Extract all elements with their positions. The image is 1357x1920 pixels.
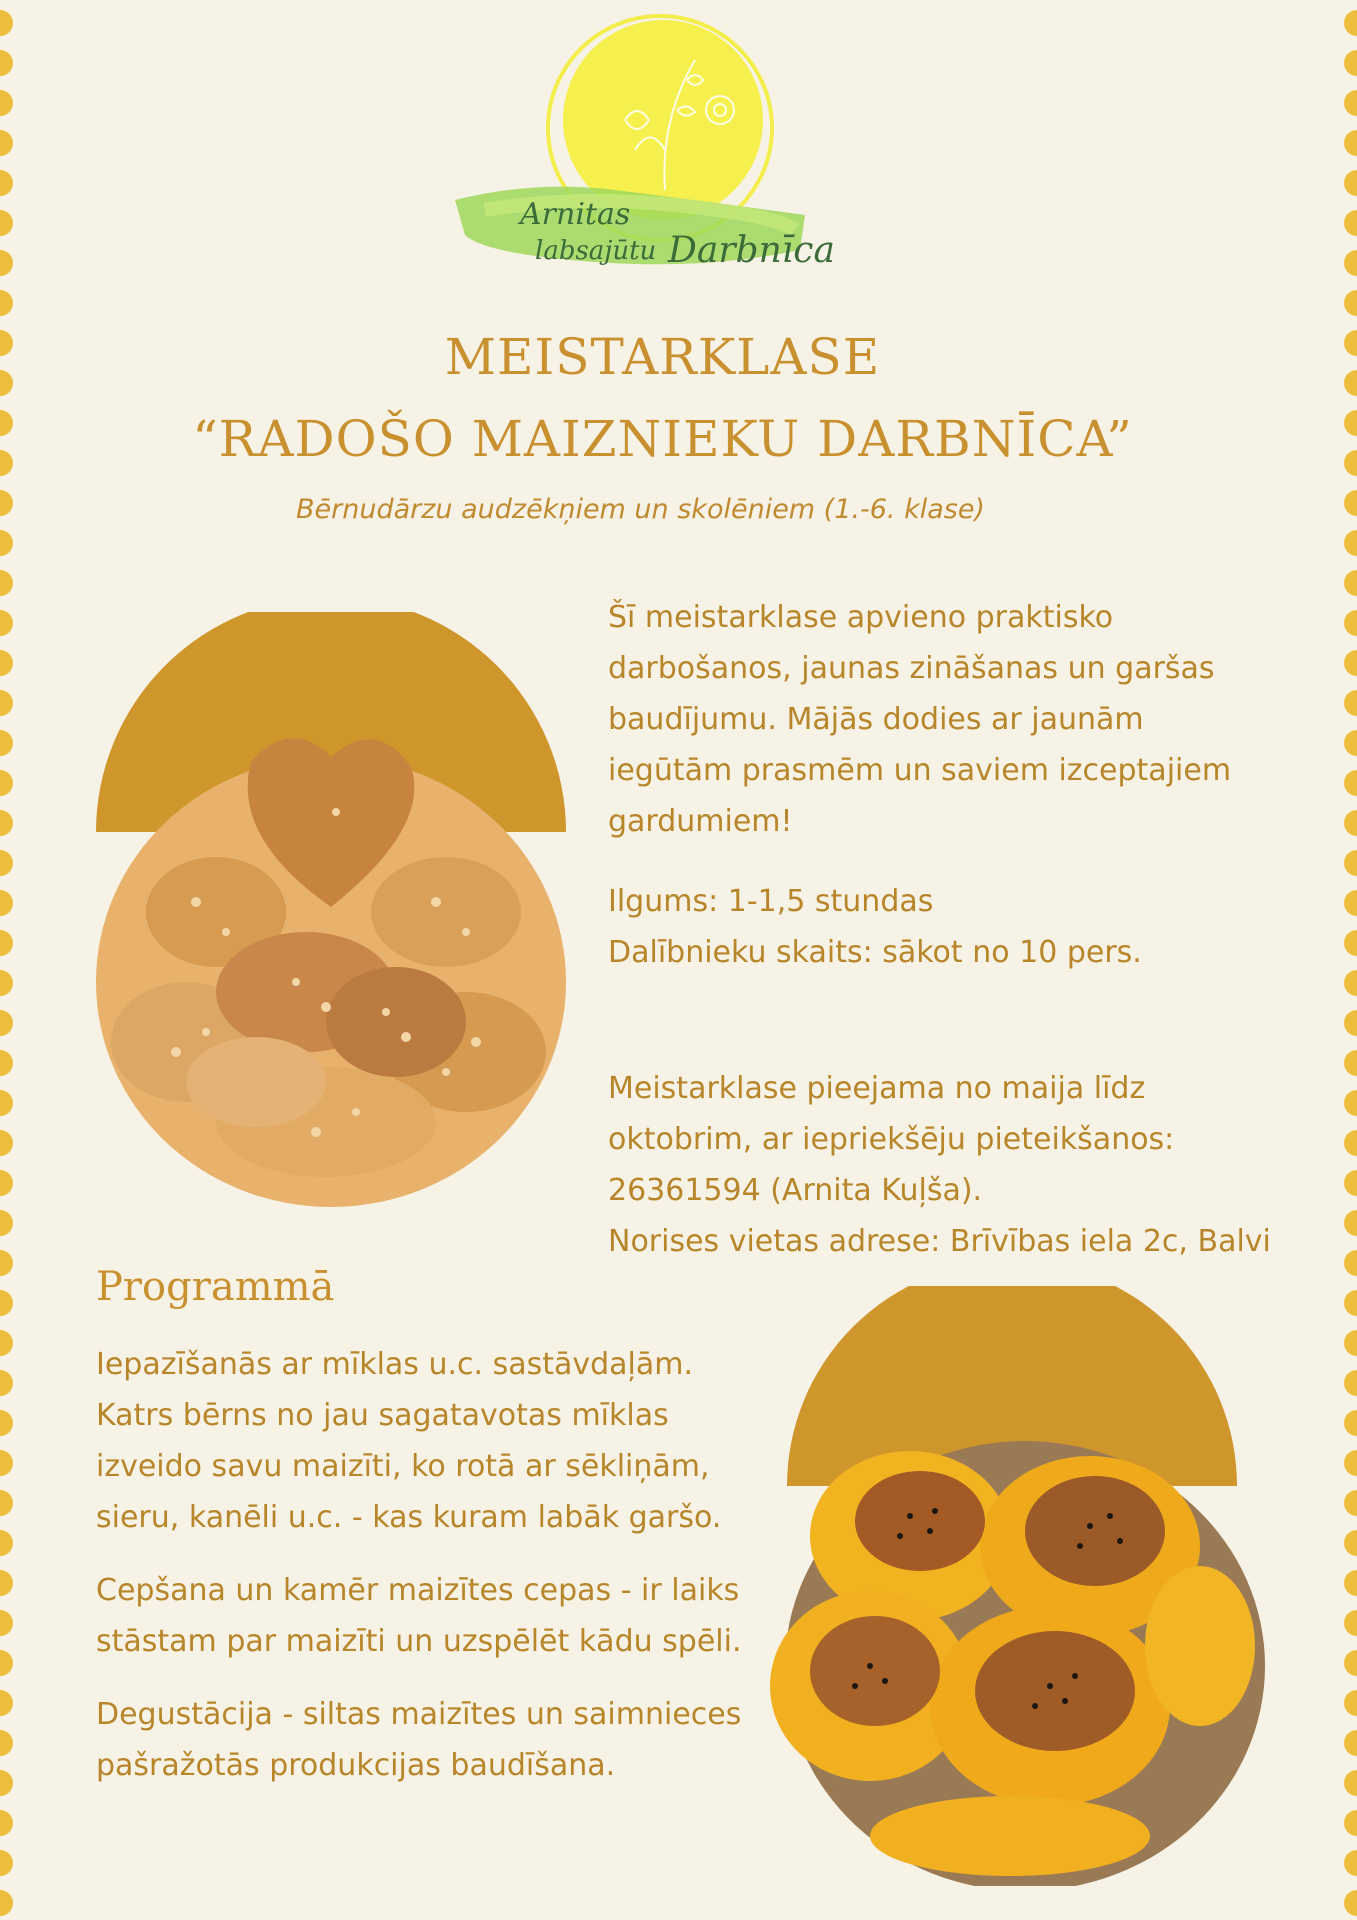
border-dot (1344, 730, 1357, 756)
border-dot (0, 490, 13, 516)
logo-text-line3: Darbnīca (668, 230, 835, 271)
program-list (96, 1339, 756, 1813)
border-dot (0, 1210, 13, 1236)
intro-paragraph (608, 592, 1308, 847)
intro-line: Šī meistarklase apvieno praktisko (608, 600, 1114, 635)
logo-text-line1: Arnitas (520, 197, 631, 232)
border-dot (0, 1490, 13, 1516)
border-dot (0, 170, 13, 196)
border-dot (1344, 10, 1357, 36)
border-dot (0, 890, 13, 916)
border-dot (1344, 610, 1357, 636)
border-dot (0, 770, 13, 796)
subtitle: Bērnudārzu audzēkņiem un skolēniem (1.-6. klase) (296, 494, 985, 525)
border-dot (0, 1450, 13, 1476)
cookies-photo (76, 612, 596, 1212)
page-title-line2: “RADOŠO MAIZNIEKU DARBNĪCA” (192, 410, 1133, 468)
border-dot (0, 1330, 13, 1356)
logo-emblem (455, 0, 815, 320)
program-item: Degustācija - siltas maizītes un saimnieces pašražotās produkcijas baudīšana. (96, 1697, 742, 1783)
border-dot (0, 1090, 13, 1116)
border-dot (0, 1410, 13, 1436)
border-dot (1344, 250, 1357, 276)
border-dot (0, 90, 13, 116)
border-dot (0, 1570, 13, 1596)
border-dot (1344, 1210, 1357, 1236)
border-dot (1344, 370, 1357, 396)
border-dot (0, 1050, 13, 1076)
border-dot (0, 1770, 13, 1796)
border-dot (0, 810, 13, 836)
intro-line: baudījumu. Mājās dodies ar jaunām (608, 702, 1144, 737)
border-dot (0, 1290, 13, 1316)
border-dot (1344, 1610, 1357, 1636)
border-dot (0, 1610, 13, 1636)
border-dot (1344, 330, 1357, 356)
border-dot (0, 10, 13, 36)
intro-line: darbošanos, jaunas zināšanas un garšas (608, 651, 1215, 686)
border-dot (1344, 410, 1357, 436)
border-dot (1344, 1370, 1357, 1396)
left-dot-border (0, 0, 13, 1920)
border-dot (1344, 210, 1357, 236)
border-dot (1344, 90, 1357, 116)
right-dot-border (1344, 0, 1357, 1920)
border-dot (1344, 1290, 1357, 1316)
border-dot (0, 690, 13, 716)
border-dot (0, 1850, 13, 1876)
border-dot (1344, 1570, 1357, 1596)
border-dot (1344, 770, 1357, 796)
border-dot (0, 1010, 13, 1036)
border-dot (0, 1690, 13, 1716)
border-dot (0, 1810, 13, 1836)
border-dot (0, 290, 13, 316)
border-dot (1344, 1250, 1357, 1276)
border-dot (1344, 850, 1357, 876)
border-dot (1344, 1850, 1357, 1876)
border-dot (0, 1650, 13, 1676)
border-dot (0, 730, 13, 756)
border-dot (1344, 890, 1357, 916)
border-dot (1344, 570, 1357, 596)
border-dot (1344, 1130, 1357, 1156)
border-dot (0, 210, 13, 236)
border-dot (1344, 1050, 1357, 1076)
border-dot (1344, 1810, 1357, 1836)
border-dot (1344, 170, 1357, 196)
border-dot (1344, 1650, 1357, 1676)
participants-text: Dalībnieku skaits: sākot no 10 pers. (608, 935, 1142, 970)
availability-line: oktobrim, ar iepriekšēju pieteikšanos: (608, 1122, 1175, 1157)
border-dot (0, 1130, 13, 1156)
border-dot (1344, 1010, 1357, 1036)
border-dot (1344, 50, 1357, 76)
border-dot (0, 530, 13, 556)
border-dot (0, 250, 13, 276)
availability-block (608, 1063, 1271, 1267)
border-dot (0, 650, 13, 676)
border-dot (1344, 810, 1357, 836)
border-dot (0, 930, 13, 956)
intro-line: iegūtām prasmēm un saviem izceptajiem (608, 753, 1232, 788)
border-dot (1344, 1770, 1357, 1796)
border-dot (1344, 490, 1357, 516)
border-dot (1344, 1690, 1357, 1716)
buns-photo (760, 1286, 1280, 1886)
border-dot (0, 610, 13, 636)
border-dot (1344, 130, 1357, 156)
border-dot (0, 970, 13, 996)
program-item: Iepazīšanās ar mīklas u.c. sastāvdaļām. Katrs bērns no jau sagatavotas mīklas izveido savu maizīti, ko rotā ar sēkliņām, sieru, kanēli u.c. - kas kuram labāk garšo. (96, 1347, 722, 1535)
details-block (608, 876, 1142, 978)
border-dot (1344, 450, 1357, 476)
logo-text-line2: labsajūtu (535, 236, 657, 266)
page-title-line1: MEISTARKLASE (444, 328, 881, 386)
border-dot (1344, 1530, 1357, 1556)
border-dot (0, 1530, 13, 1556)
border-dot (1344, 930, 1357, 956)
border-dot (0, 130, 13, 156)
border-dot (0, 1730, 13, 1756)
border-dot (1344, 1330, 1357, 1356)
border-dot (1344, 1090, 1357, 1116)
border-dot (1344, 530, 1357, 556)
border-dot (0, 1250, 13, 1276)
border-dot (0, 570, 13, 596)
border-dot (1344, 690, 1357, 716)
border-dot (0, 50, 13, 76)
border-dot (1344, 1450, 1357, 1476)
border-dot (0, 1370, 13, 1396)
border-dot (1344, 650, 1357, 676)
border-dot (1344, 1410, 1357, 1436)
border-dot (0, 1890, 13, 1916)
program-item: Cepšana un kamēr maizītes cepas - ir laiks stāstam par maizīti un uzspēlēt kādu spēli. (96, 1573, 742, 1659)
duration-text: Ilgums: 1-1,5 stundas (608, 884, 934, 919)
availability-line: Meistarklase pieejama no maija līdz (608, 1071, 1146, 1106)
border-dot (1344, 970, 1357, 996)
address-text: Norises vietas adrese: Brīvības iela 2c, Balvi (608, 1224, 1271, 1259)
border-dot (1344, 1170, 1357, 1196)
contact-phone: 26361594 (Arnita Kuļša). (608, 1173, 983, 1208)
border-dot (1344, 1730, 1357, 1756)
intro-line: gardumiem! (608, 804, 793, 839)
border-dot (1344, 290, 1357, 316)
border-dot (1344, 1490, 1357, 1516)
border-dot (0, 1170, 13, 1196)
border-dot (1344, 1890, 1357, 1916)
border-dot (0, 850, 13, 876)
program-heading: Programmā (96, 1264, 335, 1310)
